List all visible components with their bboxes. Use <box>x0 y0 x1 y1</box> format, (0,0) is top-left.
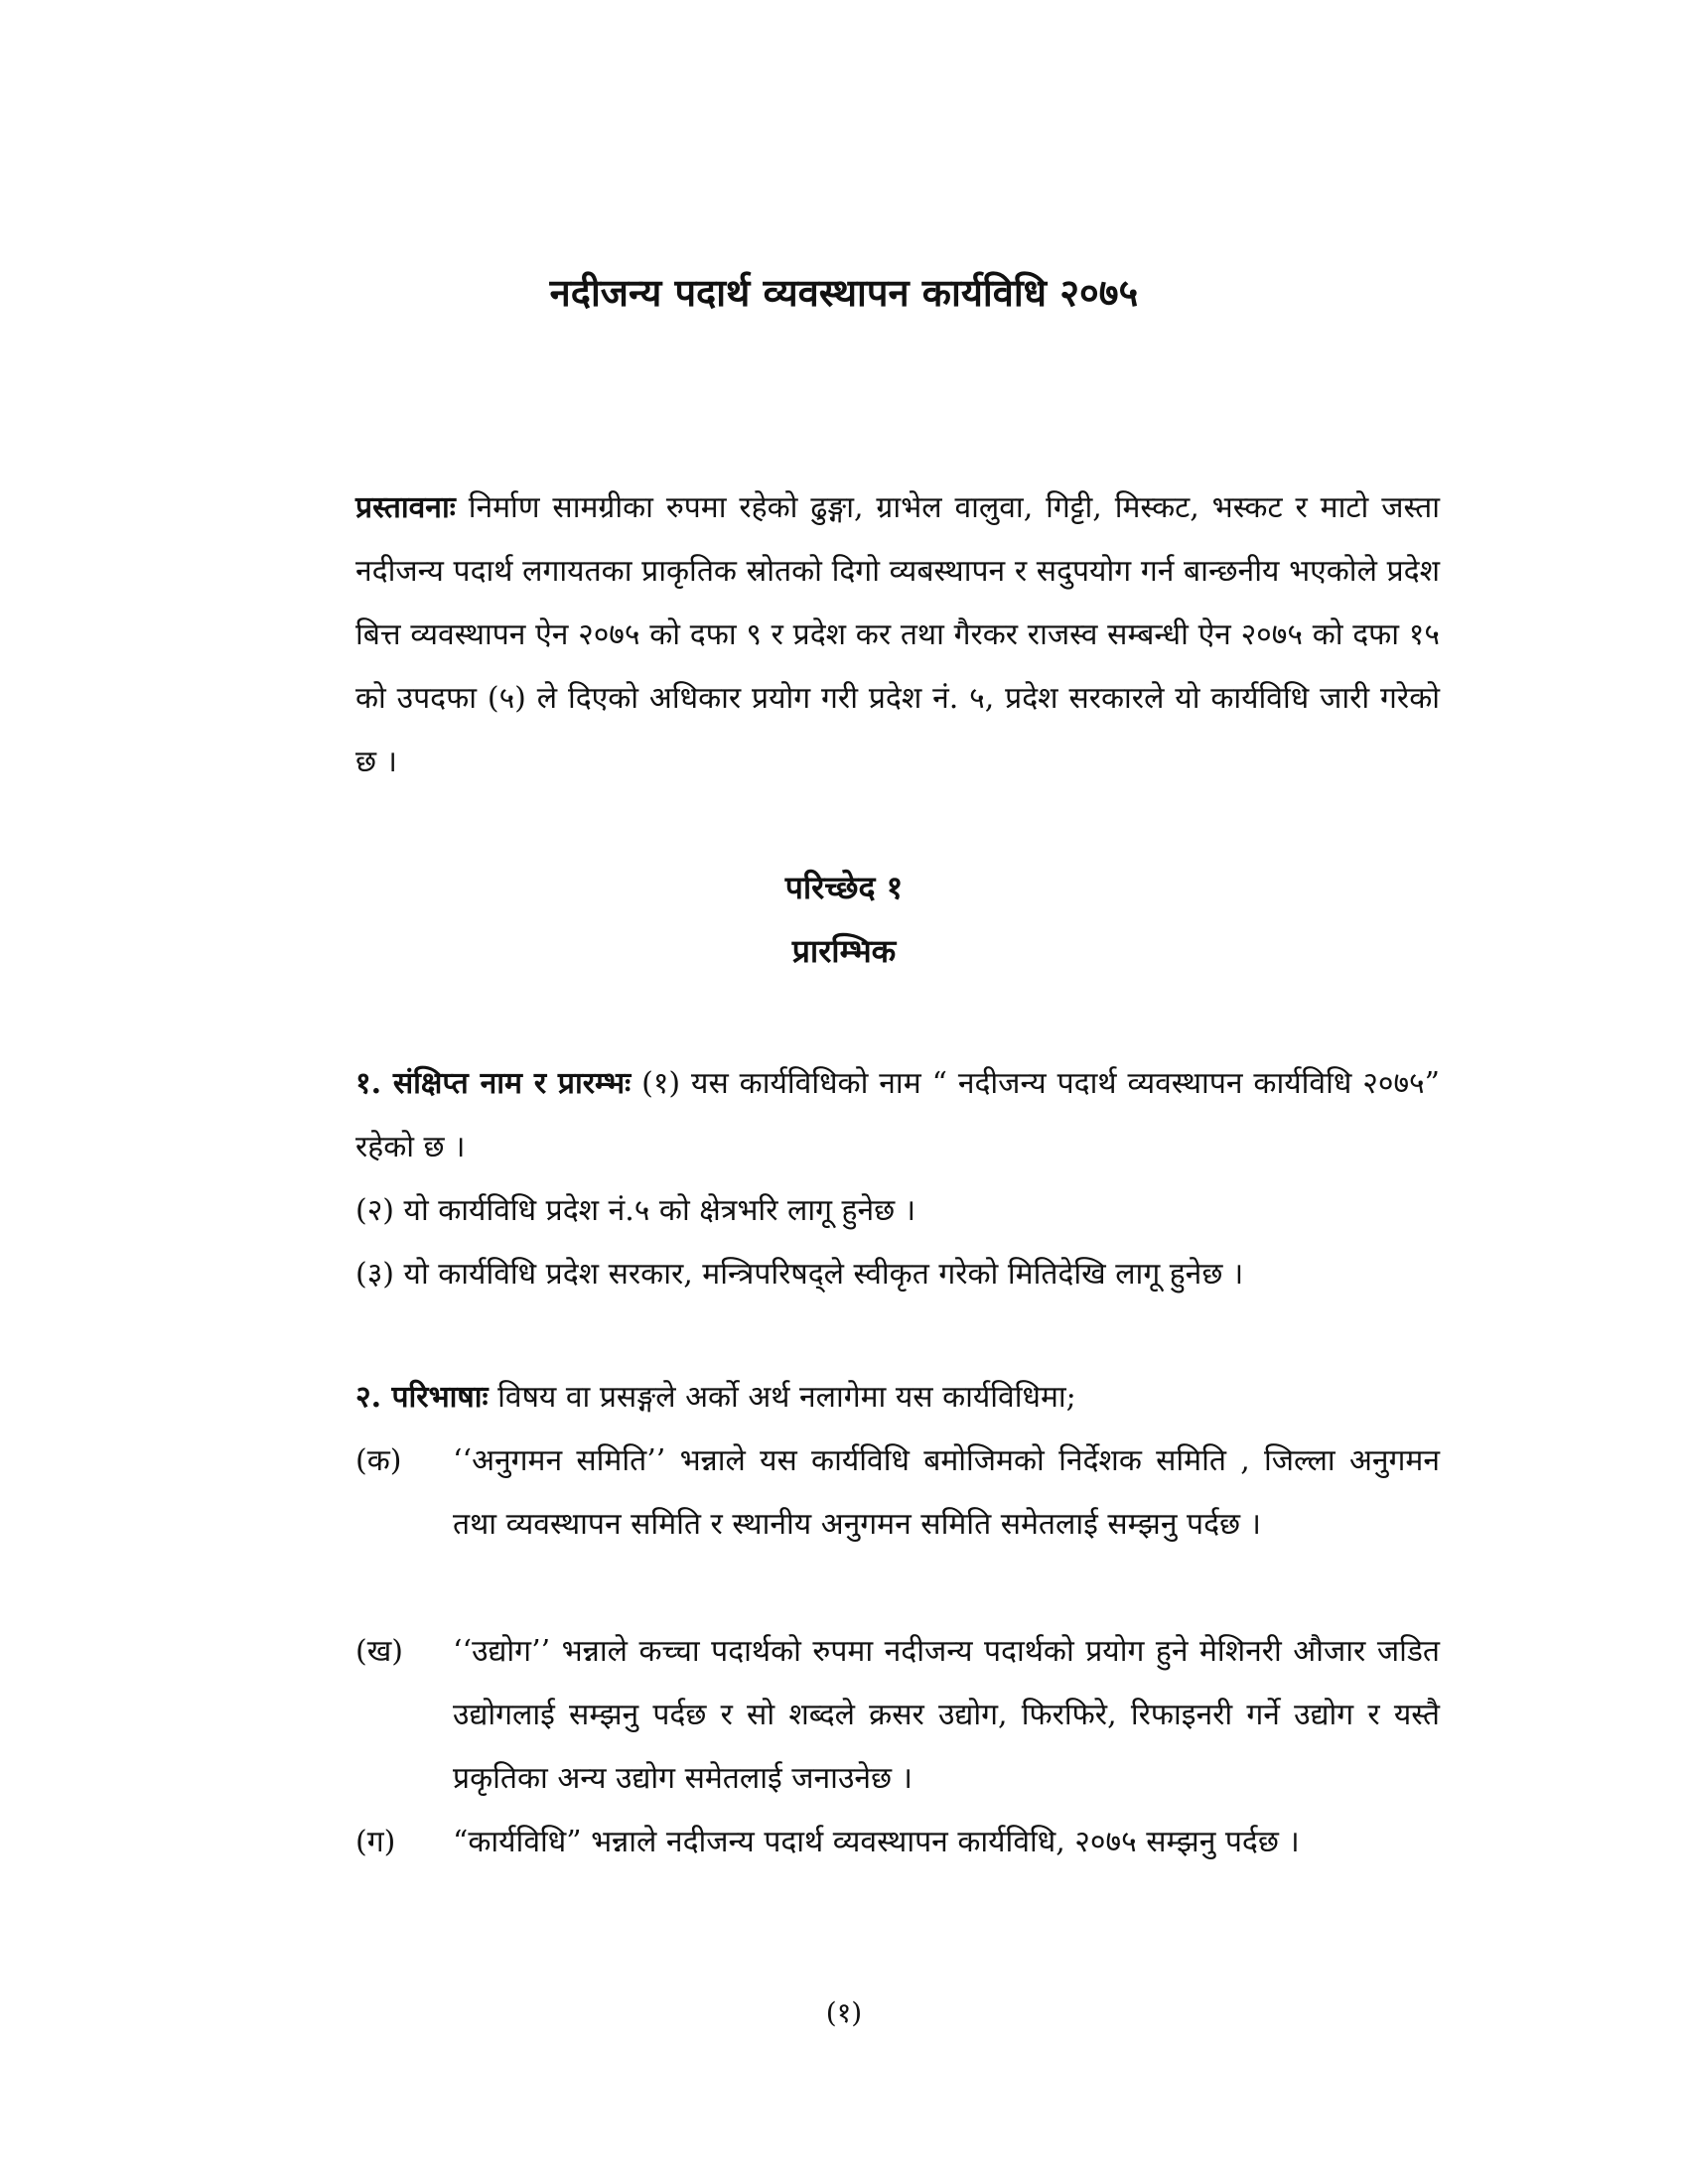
chapter-number: परिच्छेद १ <box>784 869 904 906</box>
chapter-title: प्रारम्भिक <box>791 932 897 970</box>
definition-marker: (ग) <box>355 1825 396 1859</box>
definition-marker: (क) <box>355 1443 402 1478</box>
definition-text: ‘‘उद्योग’’ भन्नाले कच्चा पदार्थको रुपमा नदीजन्य पदार्थको प्रयोग हुने मेशिनरी औजार जडित उद्योगलाई सम्झनु पर्दछ र सो शब्दले क्रसर उद्योग, फिरफिरे, रिफाइनरी गर्ने उद्योग र यस्तै प्रकृतिका अन्य उद्योग समेतलाई जनाउनेछ । <box>453 1634 1440 1796</box>
section-2-text: विषय वा प्रसङ्गले अर्को अर्थ नलागेमा यस कार्यविधिमा; <box>488 1380 1076 1415</box>
section-1-sub-2: (२) यो कार्यविधि प्रदेश नं.५ को क्षेत्रभरि लागू हुनेछ । <box>355 1193 916 1228</box>
section-2-heading: २. परिभाषाः <box>355 1380 489 1415</box>
document-title: नदीजन्य पदार्थ व्यवस्थापन कार्यविधि २०७५ <box>549 270 1139 315</box>
page-number: (१) <box>825 1996 863 2029</box>
section-1-paragraph <box>355 1052 1440 1179</box>
section-1-sub-3: (३) यो कार्यविधि प्रदेश सरकार, मन्त्रिपरिषद्‌ले स्वीकृत गरेको मितिदेखि लागू हुनेछ । <box>355 1257 1244 1292</box>
section-2-paragraph <box>355 1366 1440 1430</box>
preamble-label: प्रस्तावनाः <box>355 490 456 525</box>
section-1-heading: १. संक्षिप्त नाम र प्रारम्भः <box>355 1066 632 1101</box>
definition-ga <box>355 1811 1440 1874</box>
definition-text: “कार्यविधि” भन्नाले नदीजन्य पदार्थ व्यवस्थापन कार्यविधि, २०७५ सम्झनु पर्दछ । <box>453 1825 1300 1859</box>
definition-marker: (ख) <box>355 1634 403 1669</box>
preamble-paragraph <box>355 477 1440 794</box>
section-1-text: (१) यस कार्यविधिको नाम “ नदीजन्य पदार्थ व्यवस्थापन कार्यविधि २०७५” रहेको छ । <box>355 1066 1440 1164</box>
preamble-text: निर्माण सामग्रीका रुपमा रहेको ढुङ्गा, ग्राभेल वालुवा, गिट्टी, मिस्कट, भस्कट र माटो जस्ता नदीजन्य पदार्थ लगायतका प्राकृतिक स्रोतको दिगो व्यबस्थापन र सदुपयोग गर्न बान्छनीय भएकोले प्रदेश बित्त व्यवस्थापन ऐन २०७५ को दफा ९ र प्रदेश कर तथा गैरकर राजस्व सम्बन्धी ऐन २०७५ को दफा १५ को उपदफा (५) ले दिएको अधिकार प्रयोग गरी प्रदेश नं. ५, प्रदेश सरकारले यो कार्यविधि जारी गरेको छ । <box>355 490 1440 779</box>
definition-ka <box>355 1430 1440 1557</box>
definition-text: ‘‘अनुगमन समिति’’ भन्नाले यस कार्यविधि बमोजिमको निर्देशक समिति , जिल्ला अनुगमन तथा व्यवस्थापन समिति र स्थानीय अनुगमन समिति समेतलाई सम्झनु पर्दछ । <box>453 1443 1440 1542</box>
definition-kha <box>355 1620 1440 1811</box>
